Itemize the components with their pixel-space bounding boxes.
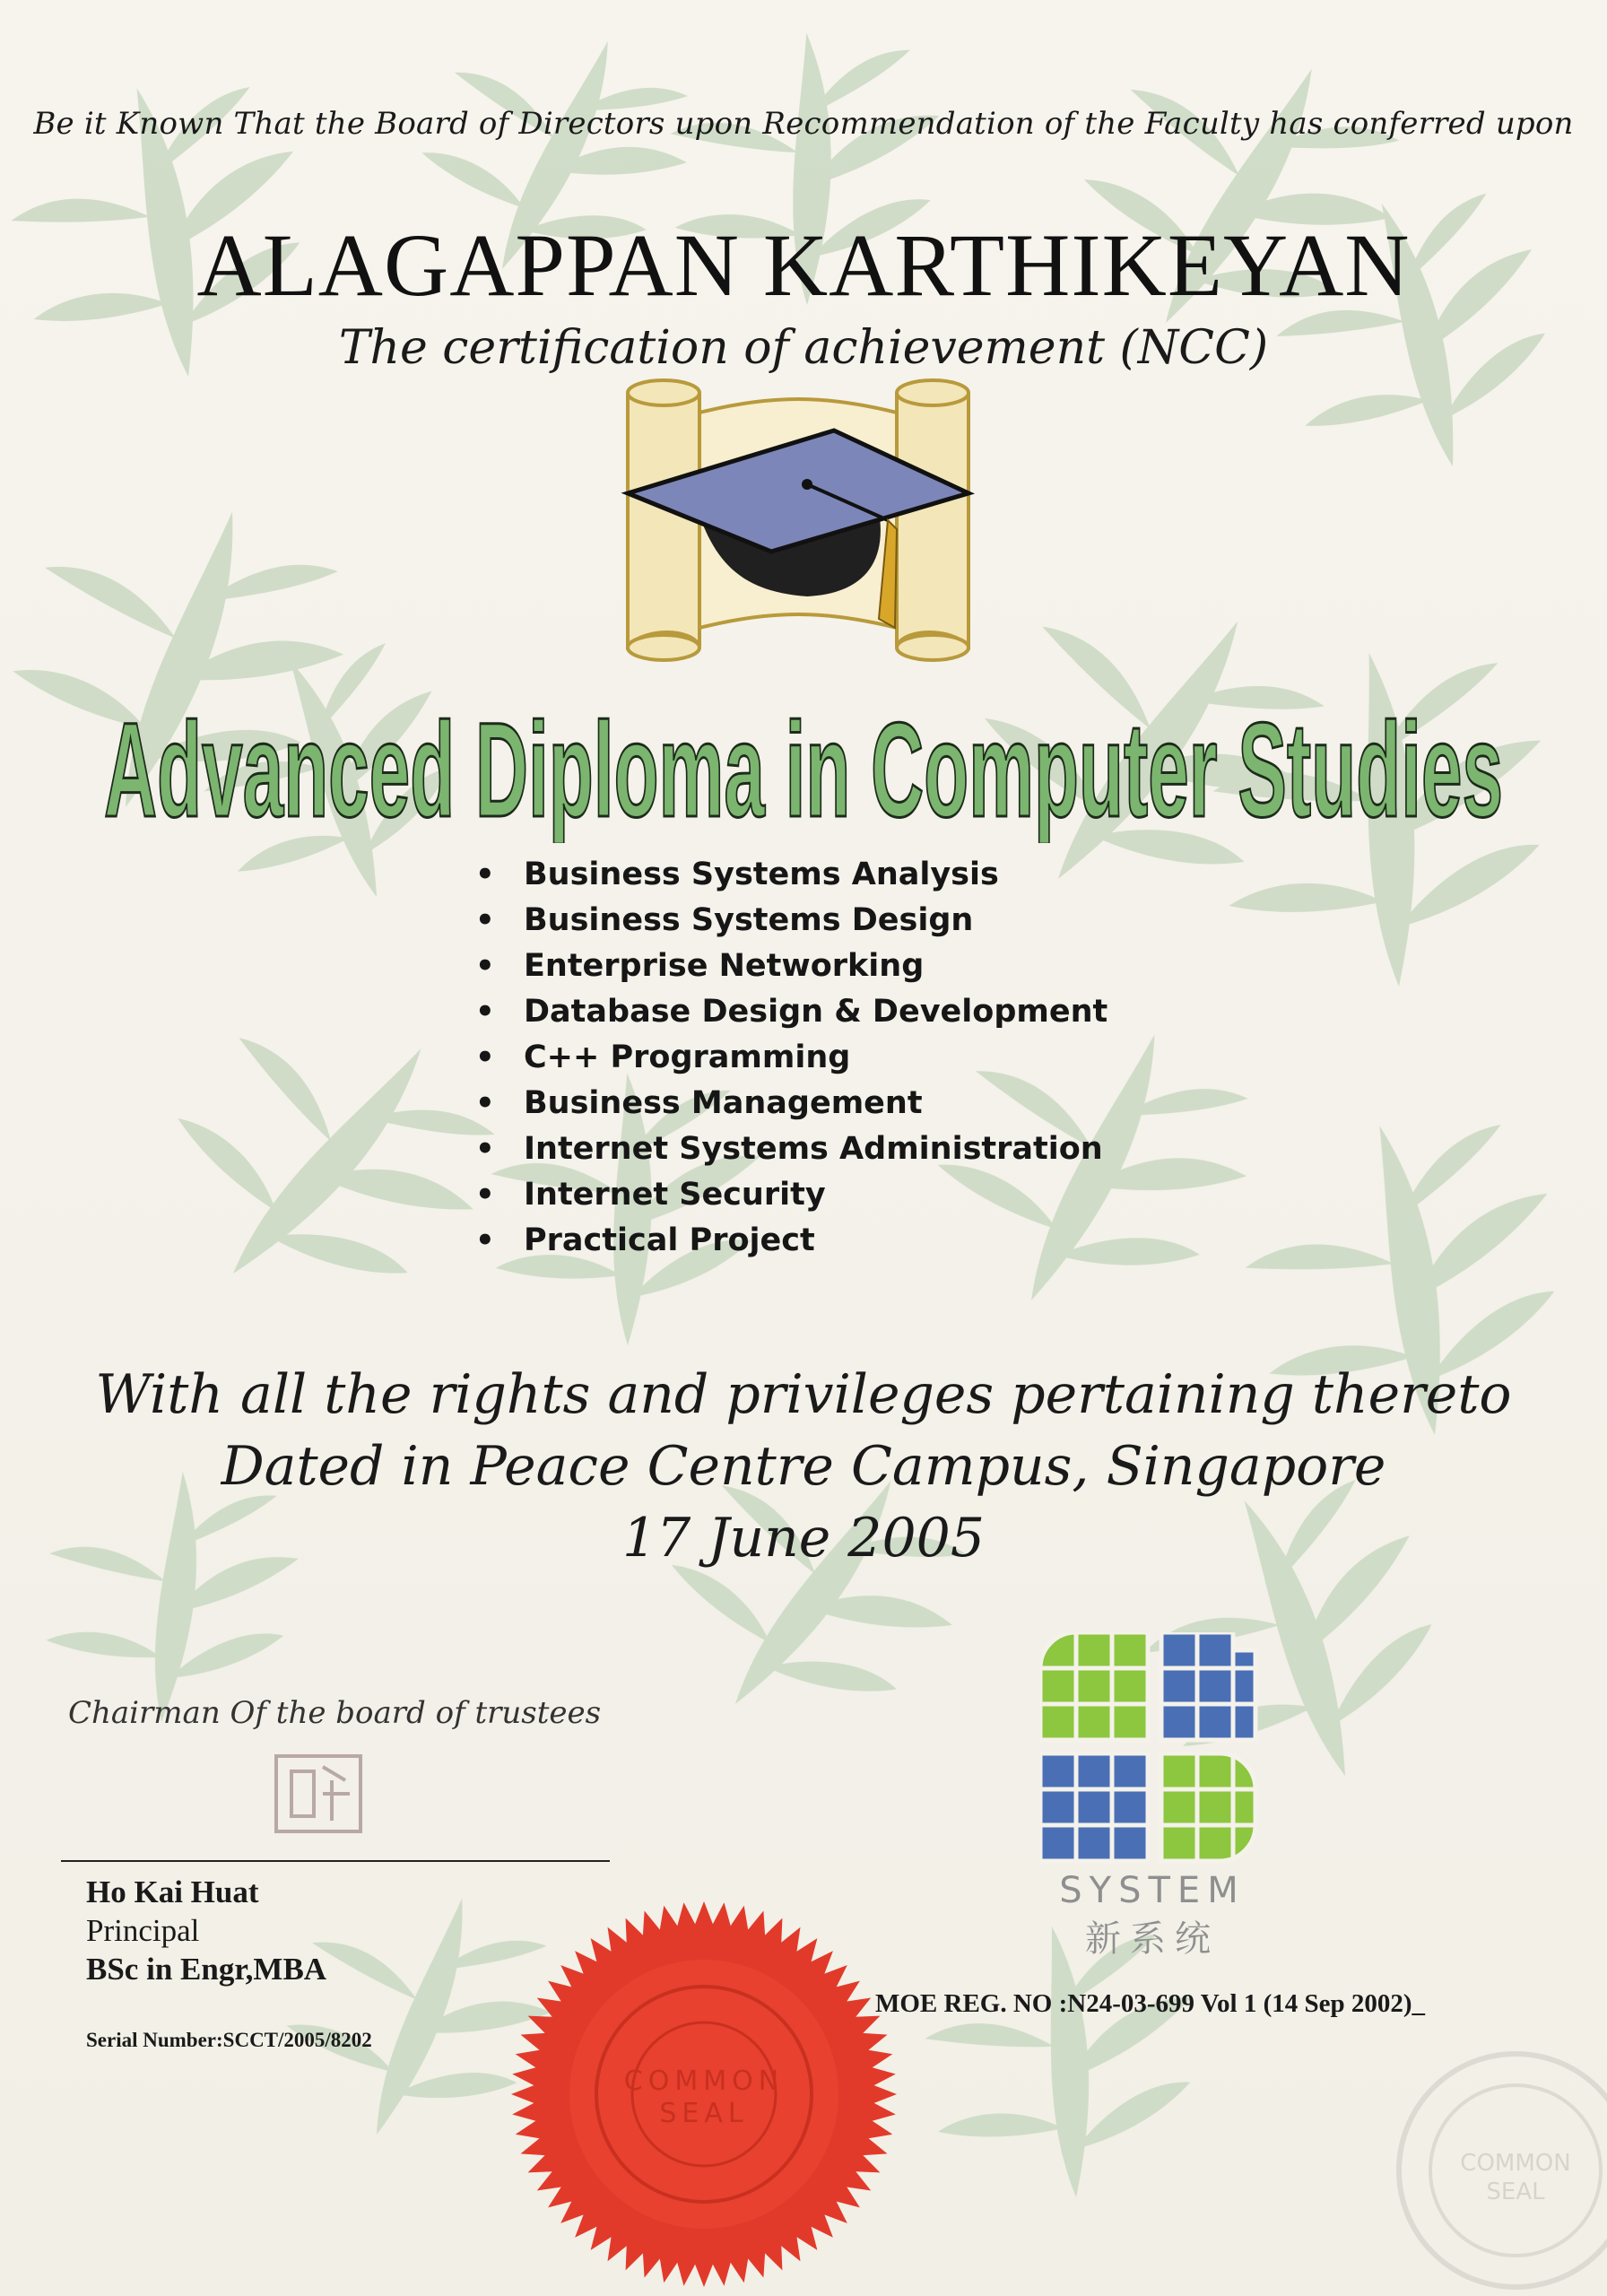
list-item — [466, 898, 1273, 944]
bullet-dot: • — [475, 857, 495, 892]
program-title-text — [68, 682, 1539, 843]
bullet-dot: • — [475, 948, 495, 984]
rights-block — [0, 1359, 1607, 1574]
program-title-label: Advanced Diploma in Computer Studies — [104, 694, 1503, 843]
list-item — [466, 1218, 1273, 1264]
list-item — [466, 1172, 1273, 1218]
embossed-seal-icon — [1381, 2036, 1607, 2296]
serial-number: Serial Number:SCCT/2005/8202 — [86, 2029, 372, 2051]
svg-text:SEAL: SEAL — [1486, 2179, 1545, 2205]
signer-name: Ho Kai Huat — [86, 1874, 259, 1909]
module-list — [466, 852, 1273, 1264]
graduation-cap-icon — [592, 359, 1004, 700]
bullet-dot: • — [475, 1222, 495, 1258]
bullet-dot: • — [475, 1177, 495, 1213]
module-label: Internet Security — [524, 1177, 826, 1213]
moe-registration: MOE REG. NO :N24-03-699 Vol 1 (14 Sep 2002)_ — [875, 1989, 1426, 2018]
module-label: Practical Project — [524, 1222, 815, 1258]
common-seal-icon — [502, 1892, 906, 2296]
system-logo-icon — [1040, 1632, 1273, 1892]
certification-subtitle: The certification of achievement (NCC) — [338, 321, 1269, 375]
rights-line: With all the rights and privileges pertaining thereto — [95, 1363, 1512, 1426]
logo-wordmark: SYSTEM — [1059, 1870, 1246, 1911]
bullet-dot: • — [475, 902, 495, 938]
bullet-dot: • — [475, 1085, 495, 1121]
chairman-label: Chairman Of the board of trustees — [68, 1695, 602, 1731]
conferral-line: Be it Known That the Board of Directors upon Recommendation of the Faculty has conferred upon — [33, 106, 1574, 142]
dated-line: Dated in Peace Centre Campus, Singapore — [221, 1435, 1386, 1498]
svg-text:SEAL: SEAL — [659, 2098, 749, 2129]
svg-text:COMMON: COMMON — [1460, 2150, 1571, 2177]
module-label: Internet Systems Administration — [524, 1131, 1103, 1167]
issue-date: 17 June 2005 — [621, 1507, 986, 1570]
module-label: Enterprise Networking — [524, 948, 925, 984]
list-item — [466, 852, 1273, 898]
list-item — [466, 989, 1273, 1035]
bullet-dot: • — [475, 994, 495, 1030]
list-item — [466, 1035, 1273, 1081]
module-label: Business Systems Analysis — [524, 857, 999, 892]
program-title — [0, 682, 1607, 843]
module-label: Database Design & Development — [524, 994, 1108, 1030]
bullet-dot: • — [475, 1131, 495, 1167]
bullet-dot: • — [475, 1039, 495, 1075]
chop-stamp-icon — [269, 1749, 368, 1839]
svg-text:COMMON: COMMON — [623, 2066, 785, 2097]
list-item — [466, 944, 1273, 989]
list-item — [466, 1081, 1273, 1126]
module-label: Business Management — [524, 1085, 923, 1121]
logo-chinese-text: 新系统 — [1085, 1918, 1220, 1960]
list-item — [466, 1126, 1273, 1172]
module-label: C++ Programming — [524, 1039, 851, 1075]
signature-line — [61, 1860, 610, 1862]
recipient-name: ALAGAPPAN KARTHIKEYAN — [196, 215, 1411, 315]
signer-qualification: BSc in Engr,MBA — [86, 1952, 327, 1987]
module-label: Business Systems Design — [524, 902, 974, 938]
signer-role: Principal — [86, 1913, 200, 1948]
